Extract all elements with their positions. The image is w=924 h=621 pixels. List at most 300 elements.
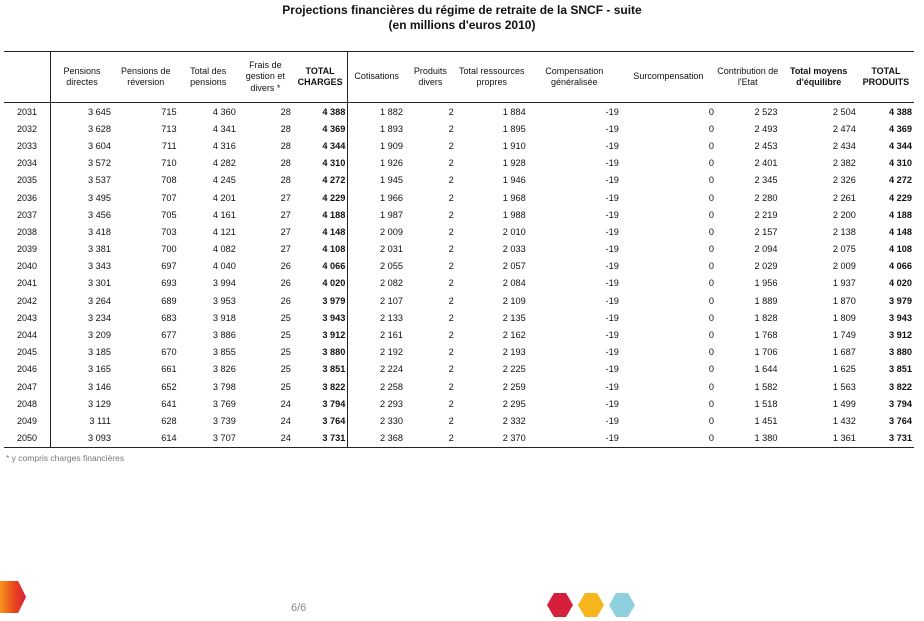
cell-surcompensation: 0 (708, 106, 715, 117)
cell-total-moyens: 1 499 (832, 398, 856, 409)
cell-compensation: -19 (605, 175, 619, 186)
cell-frais-gestion: 27 (280, 209, 291, 220)
cell-total-pensions: 4 040 (212, 261, 236, 272)
cell-total-ressources: 1 988 (502, 209, 526, 220)
header-contribution-etat: Contribution de l'Etat (716, 52, 779, 103)
cell-pensions-reversion: 707 (161, 192, 177, 203)
cell-total-ressources: 2 109 (502, 295, 526, 306)
cell-total-moyens: 1 563 (832, 381, 856, 392)
cell-produits-divers: 2 (448, 175, 454, 186)
cell-total-pensions: 4 282 (212, 158, 236, 169)
cell-total-ressources: 1 895 (502, 123, 526, 134)
cell-total-ressources: 2 084 (502, 278, 526, 289)
cell-total-charges: 3 822 (322, 381, 346, 392)
title-line-1: Projections financières du régime de retraite de la SNCF - suite (282, 3, 642, 17)
cell-produits-divers: 2 (448, 381, 454, 392)
cell-cotisations: 1 882 (348, 103, 405, 121)
cell-produits-divers: 2 (448, 226, 454, 237)
cell-total-pensions: 4 360 (212, 106, 236, 117)
cell-total-produits: 4 369 (889, 123, 912, 134)
table-row (4, 309, 914, 326)
cell-total-produits: 4 188 (889, 209, 912, 220)
cell-total-produits: 4 229 (889, 192, 912, 203)
cell-surcompensation: 0 (708, 226, 715, 237)
cell-pensions-reversion: 705 (161, 209, 177, 220)
cell-total-moyens: 2 138 (832, 226, 856, 237)
cell-year: 2045 (4, 344, 51, 361)
cell-pensions-directes: 3 185 (87, 347, 111, 358)
cell-pensions-directes: 3 572 (87, 158, 111, 169)
cell-total-pensions: 3 994 (212, 278, 236, 289)
table-row (4, 137, 914, 154)
cell-pensions-reversion: 628 (161, 415, 177, 426)
header-surcompensation: Surcompensation (621, 52, 716, 103)
cell-frais-gestion: 26 (280, 278, 291, 289)
header-total-moyens: Total moyens d'équilibre (780, 52, 858, 103)
cell-cotisations: 2 055 (348, 258, 405, 275)
cell-total-charges: 3 943 (322, 312, 346, 323)
cell-compensation: -19 (605, 347, 619, 358)
cell-compensation: -19 (605, 123, 619, 134)
cell-pensions-reversion: 689 (161, 295, 177, 306)
yellow-dot (578, 593, 604, 617)
cell-year: 2039 (4, 241, 51, 258)
cell-year: 2033 (4, 137, 51, 154)
cell-total-ressources: 1 884 (502, 106, 526, 117)
cell-total-produits: 3 822 (889, 381, 912, 392)
cell-total-produits: 4 388 (889, 106, 912, 117)
cell-total-ressources: 1 910 (502, 140, 526, 151)
cell-total-charges: 4 369 (322, 123, 346, 134)
cell-year: 2040 (4, 258, 51, 275)
table-row (4, 412, 914, 429)
cell-surcompensation: 0 (708, 347, 715, 358)
cell-contribution-etat: 1 706 (754, 347, 778, 358)
cell-pensions-reversion: 715 (161, 106, 177, 117)
cell-pensions-reversion: 708 (161, 175, 177, 186)
table-row (4, 378, 914, 395)
cell-total-moyens: 2 261 (832, 192, 856, 203)
cell-produits-divers: 2 (448, 261, 454, 272)
cell-total-pensions: 3 918 (212, 312, 236, 323)
table-row (4, 258, 914, 275)
cell-total-moyens: 2 009 (832, 261, 856, 272)
table-row (4, 223, 914, 240)
cell-total-moyens: 2 075 (832, 244, 856, 255)
cell-produits-divers: 2 (448, 140, 454, 151)
cell-year: 2031 (4, 103, 51, 121)
cell-year: 2032 (4, 120, 51, 137)
cell-total-produits: 3 764 (889, 415, 912, 426)
cell-year: 2049 (4, 412, 51, 429)
cell-total-moyens: 1 870 (832, 295, 856, 306)
cell-frais-gestion: 26 (280, 295, 291, 306)
cell-produits-divers: 2 (448, 123, 454, 134)
cell-year: 2048 (4, 395, 51, 412)
cell-pensions-reversion: 641 (161, 398, 177, 409)
cell-total-produits: 4 272 (889, 175, 912, 186)
cell-total-pensions: 3 953 (212, 295, 236, 306)
header-total-ressources: Total ressources propres (456, 52, 528, 103)
cell-produits-divers: 2 (405, 430, 456, 448)
cell-surcompensation: 0 (708, 123, 715, 134)
cell-contribution-etat: 2 453 (754, 140, 778, 151)
cell-total-pensions: 3 769 (212, 398, 236, 409)
cell-frais-gestion: 28 (280, 140, 291, 151)
cell-surcompensation: 0 (708, 175, 715, 186)
table-row (4, 344, 914, 361)
cell-contribution-etat: 2 401 (754, 158, 778, 169)
cell-compensation: -19 (605, 398, 619, 409)
cell-pensions-directes: 3 537 (87, 175, 111, 186)
cell-total-moyens: 2 382 (832, 158, 856, 169)
cell-compensation: -19 (605, 226, 619, 237)
cell-pensions-directes: 3 418 (87, 226, 111, 237)
cell-year: 2037 (4, 206, 51, 223)
cell-cotisations: 2 031 (348, 241, 405, 258)
cell-total-ressources: 2 135 (502, 312, 526, 323)
projections-table (4, 51, 914, 448)
cell-total-produits: 4 344 (889, 140, 912, 151)
cell-cotisations: 1 945 (348, 172, 405, 189)
cell-total-moyens: 1 809 (832, 312, 856, 323)
table-row (4, 430, 914, 448)
cell-total-moyens: 1 361 (780, 430, 858, 448)
cell-year: 2041 (4, 275, 51, 292)
cell-cotisations: 1 966 (348, 189, 405, 206)
cell-total-ressources: 1 968 (502, 192, 526, 203)
cell-contribution-etat: 2 219 (754, 209, 778, 220)
cell-frais-gestion: 25 (280, 312, 291, 323)
cell-cotisations: 2 161 (348, 326, 405, 343)
cell-surcompensation: 0 (708, 364, 715, 375)
cell-year: 2043 (4, 309, 51, 326)
cell-frais-gestion: 25 (280, 347, 291, 358)
cell-year: 2034 (4, 155, 51, 172)
cell-total-pensions: 4 121 (212, 226, 236, 237)
cell-cotisations: 1 926 (348, 155, 405, 172)
cell-total-moyens: 1 625 (832, 364, 856, 375)
header-cotisations: Cotisations (348, 52, 405, 103)
cell-surcompensation: 0 (708, 192, 715, 203)
cell-frais-gestion: 27 (280, 192, 291, 203)
cell-cotisations: 2 258 (348, 378, 405, 395)
cell-total-moyens: 2 200 (832, 209, 856, 220)
cell-contribution-etat: 1 828 (754, 312, 778, 323)
cell-total-pensions: 4 161 (212, 209, 236, 220)
cell-frais-gestion: 24 (280, 398, 291, 409)
cell-total-charges: 3 794 (322, 398, 346, 409)
cell-year: 2046 (4, 361, 51, 378)
cell-contribution-etat: 2 523 (754, 106, 778, 117)
cell-cotisations: 2 107 (348, 292, 405, 309)
cell-surcompensation: 0 (708, 330, 715, 341)
cell-cotisations: 1 893 (348, 120, 405, 137)
cell-total-produits: 4 108 (889, 244, 912, 255)
cell-cotisations: 2 082 (348, 275, 405, 292)
cell-year: 2035 (4, 172, 51, 189)
cell-compensation: -19 (605, 244, 619, 255)
cell-contribution-etat: 1 582 (754, 381, 778, 392)
cell-produits-divers: 2 (448, 278, 454, 289)
cell-pensions-directes: 3 146 (87, 381, 111, 392)
cell-frais-gestion: 27 (280, 244, 291, 255)
cell-total-pensions: 4 082 (212, 244, 236, 255)
table-row (4, 155, 914, 172)
cell-pensions-reversion: 670 (161, 347, 177, 358)
cell-surcompensation: 0 (708, 261, 715, 272)
cell-pensions-directes: 3 495 (87, 192, 111, 203)
cell-pensions-reversion: 713 (161, 123, 177, 134)
cell-frais-gestion: 26 (280, 261, 291, 272)
cell-year: 2042 (4, 292, 51, 309)
cell-pensions-directes: 3 645 (87, 106, 111, 117)
cell-produits-divers: 2 (448, 106, 454, 117)
cell-contribution-etat: 1 956 (754, 278, 778, 289)
cell-cotisations: 2 224 (348, 361, 405, 378)
table-row (4, 120, 914, 137)
cell-contribution-etat: 1 518 (754, 398, 778, 409)
cell-total-moyens: 2 474 (832, 123, 856, 134)
header-total-produits: TOTAL PRODUITS (858, 52, 914, 103)
red-dot (547, 593, 573, 617)
cell-pensions-directes: 3 628 (87, 123, 111, 134)
cell-pensions-directes: 3 209 (87, 330, 111, 341)
cell-total-produits: 3 880 (889, 347, 912, 358)
cell-total-pensions: 4 316 (212, 140, 236, 151)
cell-compensation: -19 (605, 364, 619, 375)
cell-compensation: -19 (605, 140, 619, 151)
cell-compensation: -19 (605, 209, 619, 220)
cell-total-charges: 4 272 (322, 175, 346, 186)
cell-compensation: -19 (605, 312, 619, 323)
header-frais-gestion: Frais de gestion et divers * (238, 52, 293, 103)
brand-dots (547, 591, 639, 619)
cell-pensions-reversion: 697 (161, 261, 177, 272)
cell-total-ressources: 2 295 (502, 398, 526, 409)
table-row (4, 103, 914, 121)
cell-total-pensions: 3 826 (212, 364, 236, 375)
cell-cotisations: 2 009 (348, 223, 405, 240)
page-number: 6/6 (291, 602, 307, 614)
table-body (4, 103, 914, 448)
cell-total-charges: 3 880 (322, 347, 346, 358)
cell-produits-divers: 2 (448, 415, 454, 426)
cell-frais-gestion: 28 (280, 175, 291, 186)
cell-total-moyens: 1 937 (832, 278, 856, 289)
cell-cotisations: 2 368 (348, 430, 405, 448)
cell-total-ressources: 2 162 (502, 330, 526, 341)
table-row (4, 189, 914, 206)
cell-year: 2036 (4, 189, 51, 206)
table-row (4, 241, 914, 258)
cell-compensation: -19 (605, 415, 619, 426)
cell-pensions-directes: 3 165 (87, 364, 111, 375)
cell-total-produits: 3 731 (858, 430, 914, 448)
header-year (4, 52, 51, 103)
cell-total-pensions: 4 201 (212, 192, 236, 203)
cell-produits-divers: 2 (448, 244, 454, 255)
cell-pensions-directes: 3 093 (51, 430, 113, 448)
cell-total-moyens: 1 749 (832, 330, 856, 341)
header-total-charges: TOTAL CHARGES (293, 52, 348, 103)
cell-compensation: -19 (605, 330, 619, 341)
table-row (4, 172, 914, 189)
cell-surcompensation: 0 (708, 209, 715, 220)
cell-produits-divers: 2 (448, 158, 454, 169)
cell-total-pensions: 4 245 (212, 175, 236, 186)
cell-total-produits: 3 912 (889, 330, 912, 341)
cell-frais-gestion: 24 (238, 430, 293, 448)
cell-produits-divers: 2 (448, 330, 454, 341)
cell-contribution-etat: 2 094 (754, 244, 778, 255)
cell-total-charges: 4 108 (322, 244, 346, 255)
cell-pensions-reversion: 693 (161, 278, 177, 289)
cell-total-moyens: 2 504 (832, 106, 856, 117)
header-total-pensions: Total des pensions (179, 52, 238, 103)
cell-surcompensation: 0 (708, 398, 715, 409)
header-compensation: Compensation généralisée (528, 52, 621, 103)
cell-pensions-directes: 3 343 (87, 261, 111, 272)
cell-total-ressources: 1 946 (502, 175, 526, 186)
cell-total-ressources: 2 057 (502, 261, 526, 272)
cell-cotisations: 1 909 (348, 137, 405, 154)
cell-pensions-directes: 3 604 (87, 140, 111, 151)
cell-pensions-reversion: 683 (161, 312, 177, 323)
cell-produits-divers: 2 (448, 209, 454, 220)
cell-total-pensions: 3 855 (212, 347, 236, 358)
cell-compensation: -19 (605, 381, 619, 392)
cell-contribution-etat: 1 768 (754, 330, 778, 341)
cell-contribution-etat: 1 451 (754, 415, 778, 426)
cell-pensions-directes: 3 129 (87, 398, 111, 409)
header-produits-divers: Produits divers (405, 52, 456, 103)
cell-pensions-reversion: 703 (161, 226, 177, 237)
cell-total-moyens: 2 326 (832, 175, 856, 186)
cell-surcompensation: 0 (708, 312, 715, 323)
page-title (0, 3, 924, 33)
cell-contribution-etat: 2 157 (754, 226, 778, 237)
cell-total-ressources: 2 010 (502, 226, 526, 237)
cell-total-produits: 4 066 (889, 261, 912, 272)
cell-total-charges: 4 066 (322, 261, 346, 272)
cell-contribution-etat: 1 380 (716, 430, 779, 448)
table-row (4, 326, 914, 343)
cell-produits-divers: 2 (448, 398, 454, 409)
cell-frais-gestion: 28 (280, 123, 291, 134)
cell-pensions-reversion: 710 (161, 158, 177, 169)
cell-year: 2047 (4, 378, 51, 395)
cell-total-produits: 4 310 (889, 158, 912, 169)
corner-logo (0, 581, 26, 613)
cell-contribution-etat: 2 280 (754, 192, 778, 203)
header-pensions-directes: Pensions directes (51, 52, 113, 103)
cell-total-charges: 3 764 (322, 415, 346, 426)
cell-total-moyens: 1 432 (832, 415, 856, 426)
cell-pensions-directes: 3 111 (89, 415, 111, 426)
cell-year: 2050 (4, 430, 51, 448)
cell-total-produits: 3 943 (889, 312, 912, 323)
cell-pensions-reversion: 711 (161, 140, 177, 151)
cell-cotisations: 2 330 (348, 412, 405, 429)
cell-frais-gestion: 27 (280, 226, 291, 237)
cell-total-ressources: 1 928 (502, 158, 526, 169)
cell-total-charges: 4 344 (322, 140, 346, 151)
cell-contribution-etat: 2 345 (754, 175, 778, 186)
cell-total-charges: 3 912 (322, 330, 346, 341)
cell-pensions-reversion: 661 (161, 364, 177, 375)
cell-frais-gestion: 24 (280, 415, 291, 426)
cell-frais-gestion: 25 (280, 330, 291, 341)
cell-total-charges: 4 388 (322, 106, 346, 117)
cell-total-pensions: 3 739 (212, 415, 236, 426)
cell-total-ressources: 2 193 (502, 347, 526, 358)
cell-compensation: -19 (528, 430, 621, 448)
cell-cotisations: 1 987 (348, 206, 405, 223)
cell-total-charges: 3 979 (322, 295, 346, 306)
footnote: * y compris charges financières (6, 453, 125, 463)
cell-compensation: -19 (605, 106, 619, 117)
cell-total-pensions: 4 341 (212, 123, 236, 134)
cell-contribution-etat: 1 889 (754, 295, 778, 306)
cell-surcompensation: 0 (708, 295, 715, 306)
cell-cotisations: 2 192 (348, 344, 405, 361)
cell-total-produits: 3 851 (889, 364, 912, 375)
cell-total-ressources: 2 033 (502, 244, 526, 255)
cell-surcompensation: 0 (621, 430, 716, 448)
cell-total-ressources: 2 259 (502, 381, 526, 392)
cell-total-produits: 3 794 (889, 398, 912, 409)
cell-total-ressources: 2 370 (456, 430, 528, 448)
cell-total-moyens: 1 687 (832, 347, 856, 358)
cell-total-charges: 4 310 (322, 158, 346, 169)
cell-pensions-reversion: 652 (161, 381, 177, 392)
cell-frais-gestion: 25 (280, 364, 291, 375)
cell-cotisations: 2 133 (348, 309, 405, 326)
cell-produits-divers: 2 (448, 347, 454, 358)
cell-total-ressources: 2 332 (502, 415, 526, 426)
table-row (4, 206, 914, 223)
cell-pensions-reversion: 700 (161, 244, 177, 255)
cell-total-charges: 4 188 (322, 209, 346, 220)
cell-total-pensions: 3 707 (179, 430, 238, 448)
table-row (4, 361, 914, 378)
cell-compensation: -19 (605, 158, 619, 169)
cell-pensions-directes: 3 381 (87, 244, 111, 255)
cell-surcompensation: 0 (708, 278, 715, 289)
cell-surcompensation: 0 (708, 415, 715, 426)
cell-total-ressources: 2 225 (502, 364, 526, 375)
cell-total-charges: 4 229 (322, 192, 346, 203)
cell-produits-divers: 2 (448, 364, 454, 375)
cell-pensions-reversion: 614 (113, 430, 179, 448)
cell-produits-divers: 2 (448, 295, 454, 306)
cell-total-pensions: 3 886 (212, 330, 236, 341)
cell-frais-gestion: 28 (280, 158, 291, 169)
cell-frais-gestion: 28 (280, 106, 291, 117)
header-pensions-reversion: Pensions de réversion (113, 52, 179, 103)
cell-pensions-directes: 3 234 (87, 312, 111, 323)
cell-surcompensation: 0 (708, 381, 715, 392)
cell-frais-gestion: 25 (280, 381, 291, 392)
cell-compensation: -19 (605, 278, 619, 289)
cell-total-charges: 3 851 (322, 364, 346, 375)
cell-total-pensions: 3 798 (212, 381, 236, 392)
cell-pensions-directes: 3 301 (87, 278, 111, 289)
table-header-row (4, 52, 914, 103)
cell-contribution-etat: 1 644 (754, 364, 778, 375)
title-line-2: (en millions d'euros 2010) (388, 18, 536, 32)
